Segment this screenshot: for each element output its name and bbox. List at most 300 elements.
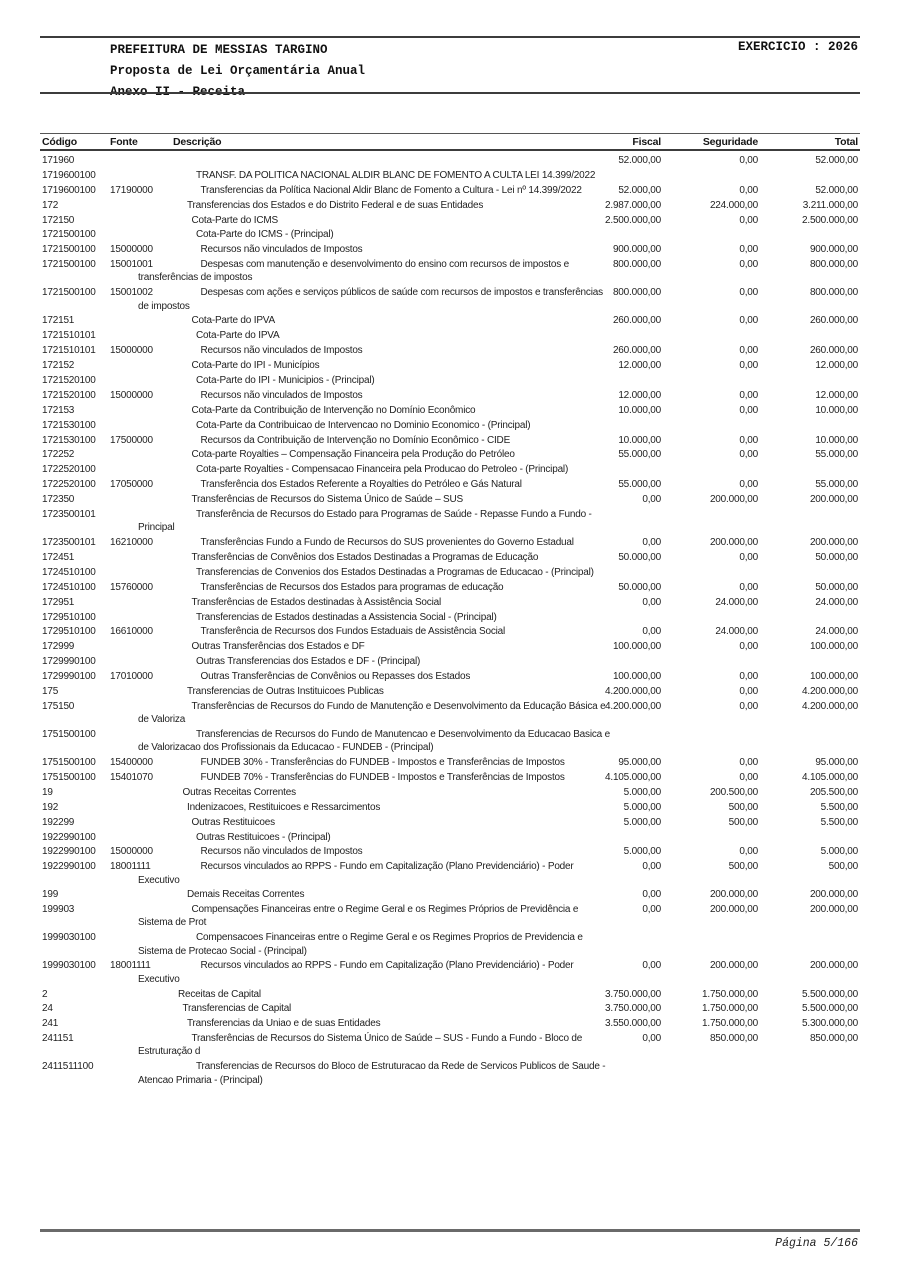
cell-total: 12.000,00 <box>815 360 858 372</box>
cell-fiscal: 52.000,00 <box>618 155 661 166</box>
cell-codigo: 1922990100 <box>42 831 96 843</box>
cell-descricao: FUNDEB 30% - Transferências do FUNDEB - Impostos e Transferências de Impostos <box>200 757 565 769</box>
cell-seguridade: 1.750.000,00 <box>702 1018 758 1030</box>
cell-fonte: 15760000 <box>110 581 153 593</box>
cell-fiscal: 50.000,00 <box>618 551 661 563</box>
cell-seguridade: 0,00 <box>739 184 758 196</box>
cell-total: 10.000,00 <box>815 404 858 416</box>
cell-codigo: 172999 <box>42 641 75 653</box>
cell-fiscal: 0,00 <box>642 537 661 549</box>
table-row <box>0 831 900 844</box>
cell-fonte: 15400000 <box>110 757 153 769</box>
cell-descricao: Recursos da Contribuição de Intervenção no Domínio Econômico - CIDE <box>200 434 511 446</box>
cell-total: 200.000,00 <box>809 537 858 549</box>
cell-seguridade: 500,00 <box>728 816 758 828</box>
cell-total: 5.500,00 <box>820 801 858 813</box>
cell-codigo: 1999030100 <box>42 932 96 944</box>
header-bottom-rule <box>40 92 860 94</box>
cell-fonte: 16210000 <box>110 537 153 549</box>
cell-descricao: Recursos vinculados ao RPPS - Fundo em Capitalização (Plano Previdenciário) - Poder Executivo <box>138 861 574 886</box>
cell-fiscal: 12.000,00 <box>618 360 661 372</box>
cell-descricao: Cota-Parte da Contribuição de Intervenção no Domínio Econômico <box>191 404 476 416</box>
cell-seguridade: 0,00 <box>739 404 758 416</box>
table-row <box>0 801 900 814</box>
cell-fiscal: 55.000,00 <box>618 479 661 491</box>
table-row <box>0 536 900 549</box>
cell-codigo: 2411511100 <box>42 1061 94 1073</box>
cell-seguridade: 0,00 <box>739 685 758 697</box>
cell-fonte: 18001111 <box>110 960 151 972</box>
cell-codigo: 1723500101 <box>42 537 96 549</box>
cell-total: 55.000,00 <box>815 479 858 491</box>
cell-codigo: 1719600100 <box>42 184 96 196</box>
cell-codigo: 1722520100 <box>42 464 96 476</box>
table-row <box>0 199 900 212</box>
cell-fonte: 18001111 <box>110 861 151 873</box>
cell-total: 5.500.000,00 <box>802 988 858 1000</box>
cell-fonte: 15000000 <box>110 345 153 357</box>
cell-descricao: Transferencias de Convenios dos Estados Destinadas a Programas de Educacao - (Principal) <box>196 566 594 578</box>
cell-total: 4.105.000,00 <box>802 771 858 783</box>
cell-fiscal: 800.000,00 <box>612 259 661 271</box>
cell-descricao: Outras Transferências de Convênios ou Repasses dos Estados <box>200 671 471 683</box>
table-row <box>0 169 900 182</box>
cell-codigo: 19 <box>42 786 53 798</box>
cell-descricao: Cota-Parte do IPI - Municipios - (Principal) <box>196 374 375 386</box>
table-row <box>0 448 900 461</box>
cell-total: 200.000,00 <box>809 904 858 916</box>
cell-descricao: Transferências Fundo a Fundo de Recursos do SUS provenientes do Governo Estadual <box>200 537 574 549</box>
cell-fiscal: 95.000,00 <box>618 757 661 769</box>
cell-codigo: 172350 <box>42 494 75 506</box>
cell-total: 50.000,00 <box>815 581 858 593</box>
cell-codigo: 1922990100 <box>42 861 96 873</box>
cell-seguridade: 0,00 <box>739 449 758 461</box>
cell-seguridade: 850.000,00 <box>709 1033 758 1045</box>
cell-total: 5.000,00 <box>820 846 858 858</box>
document-subtitle: Proposta de Lei Orçamentária Anual <box>110 64 366 78</box>
cell-fiscal: 800.000,00 <box>612 287 661 299</box>
cell-descricao: Transferencias da Uniao e de suas Entidades <box>187 1018 381 1030</box>
cell-codigo: 1751500100 <box>42 771 96 783</box>
cell-descricao: Transferencias dos Estados e do Distrito Federal e de suas Entidades <box>187 199 484 211</box>
cell-codigo: 1721530100 <box>42 434 96 446</box>
cell-total: 2.500.000,00 <box>802 214 858 226</box>
cell-seguridade: 0,00 <box>739 434 758 446</box>
cell-codigo: 1721500100 <box>42 244 96 256</box>
cell-fiscal: 10.000,00 <box>618 434 661 446</box>
table-row <box>0 888 900 901</box>
cell-codigo: 172153 <box>42 404 75 416</box>
cell-fiscal: 3.750.000,00 <box>605 1003 661 1015</box>
cell-codigo: 1724510100 <box>42 581 96 593</box>
table-row <box>0 860 900 886</box>
cell-codigo: 1999030100 <box>42 960 96 972</box>
table-row <box>0 154 900 167</box>
cell-codigo: 1729990100 <box>42 656 96 668</box>
cell-fiscal: 0,00 <box>642 960 661 972</box>
footer-rule <box>40 1229 860 1232</box>
cell-fiscal: 100.000,00 <box>612 641 661 653</box>
cell-descricao: Recursos não vinculados de Impostos <box>200 244 363 256</box>
column-header-total: Total <box>834 136 858 148</box>
cell-total: 260.000,00 <box>809 345 858 357</box>
cell-seguridade: 0,00 <box>739 360 758 372</box>
table-row <box>0 258 900 284</box>
cell-descricao: Outras Receitas Correntes <box>182 786 296 798</box>
cell-codigo: 241 <box>42 1018 59 1030</box>
cell-descricao: Recursos não vinculados de Impostos <box>200 846 363 858</box>
cell-descricao: Indenizacoes, Restituicoes e Ressarcimentos <box>187 801 381 813</box>
cell-descricao: Cota-Parte do IPVA <box>191 315 275 327</box>
cell-descricao: Transferencias da Política Nacional Aldir Blanc de Fomento a Cultura - Lei nº 14.399/2022 <box>200 184 582 196</box>
cell-descricao: Despesas com ações e serviços públicos de saúde com recursos de impostos e transferências de impostos <box>138 287 603 312</box>
cell-fonte: 17500000 <box>110 434 153 446</box>
column-header-fonte: Fonte <box>110 136 138 148</box>
table-row <box>0 374 900 387</box>
cell-seguridade: 200.000,00 <box>709 960 758 972</box>
cell-descricao: Transferências de Convênios dos Estados Destinadas a Programas de Educação <box>191 551 539 563</box>
cell-descricao: Recursos não vinculados de Impostos <box>200 345 363 357</box>
table-row <box>0 329 900 342</box>
cell-descricao: Outras Restituicoes <box>191 816 275 828</box>
cell-total: 24.000,00 <box>815 596 858 608</box>
cell-codigo: 1729510100 <box>42 626 96 638</box>
cell-total: 5.500,00 <box>820 816 858 828</box>
cell-codigo: 199 <box>42 889 59 901</box>
cell-codigo: 1729990100 <box>42 671 96 683</box>
cell-codigo: 175150 <box>42 700 75 712</box>
cell-fiscal: 50.000,00 <box>618 581 661 593</box>
cell-total: 205.500,00 <box>809 786 858 798</box>
cell-seguridade: 500,00 <box>728 861 758 873</box>
cell-fiscal: 5.000,00 <box>623 816 661 828</box>
cell-seguridade: 0,00 <box>739 244 758 256</box>
cell-codigo: 1724510100 <box>42 566 96 578</box>
table-row <box>0 685 900 698</box>
cell-seguridade: 0,00 <box>739 757 758 769</box>
cell-codigo: 192 <box>42 801 59 813</box>
cell-descricao: FUNDEB 70% - Transferências do FUNDEB - Impostos e Transferências de Impostos <box>200 771 565 783</box>
table-row <box>0 184 900 197</box>
cell-codigo: 172252 <box>42 449 75 461</box>
table-row <box>0 845 900 858</box>
cell-seguridade: 0,00 <box>739 641 758 653</box>
cell-fiscal: 12.000,00 <box>618 389 661 401</box>
exercise-label: EXERCICIO : 2026 <box>737 40 858 54</box>
cell-descricao: Despesas com manutenção e desenvolvimento do ensino com recursos de impostos e transferências de impostos <box>138 259 569 284</box>
table-row <box>0 478 900 491</box>
cell-descricao: Transferências de Recursos dos Estados para programas de educação <box>200 581 504 593</box>
table-body <box>0 154 900 1088</box>
cell-descricao: Transferências de Estados destinadas à Assistência Social <box>191 596 441 608</box>
cell-codigo: 1721510101 <box>42 330 96 342</box>
page-number: Página 5/166 <box>775 1237 858 1250</box>
cell-seguridade: 0,00 <box>739 155 758 166</box>
cell-seguridade: 0,00 <box>739 581 758 593</box>
table-row <box>0 988 900 1001</box>
cell-descricao: Cota-Parte do IPVA <box>196 330 280 342</box>
table-header-bottom-rule <box>40 149 860 151</box>
cell-codigo: 1721530100 <box>42 419 96 431</box>
cell-fiscal: 0,00 <box>642 596 661 608</box>
cell-fiscal: 5.000,00 <box>623 801 661 813</box>
table-row <box>0 625 900 638</box>
cell-seguridade: 200.000,00 <box>709 494 758 506</box>
cell-descricao: Outras Transferencias dos Estados e DF - (Principal) <box>196 656 421 668</box>
cell-fonte: 17190000 <box>110 184 153 196</box>
cell-descricao: Transferência de Recursos do Estado para Programas de Saúde - Repasse Fundo a Fundo - Principal <box>138 508 592 534</box>
cell-fiscal: 5.000,00 <box>623 846 661 858</box>
table-row <box>0 771 900 784</box>
cell-total: 900.000,00 <box>809 244 858 256</box>
table-row <box>0 756 900 769</box>
table-row <box>0 816 900 829</box>
cell-fiscal: 5.000,00 <box>623 786 661 798</box>
cell-fiscal: 0,00 <box>642 1033 661 1045</box>
cell-descricao: Transferencias de Outras Instituicoes Publicas <box>187 685 384 697</box>
table-row <box>0 286 900 312</box>
cell-fiscal: 4.200.000,00 <box>605 700 661 712</box>
cell-fiscal: 100.000,00 <box>612 671 661 683</box>
cell-codigo: 241151 <box>42 1033 74 1045</box>
cell-seguridade: 200.000,00 <box>709 889 758 901</box>
table-row <box>0 640 900 653</box>
cell-fonte: 17010000 <box>110 671 153 683</box>
cell-fonte: 15000000 <box>110 846 153 858</box>
column-header-fiscal: Fiscal <box>632 136 661 148</box>
table-row <box>0 596 900 609</box>
cell-total: 200.000,00 <box>809 960 858 972</box>
cell-total: 800.000,00 <box>809 259 858 271</box>
cell-codigo: 172451 <box>42 551 75 563</box>
cell-descricao: Cota-parte Royalties – Compensação Financeira pela Produção do Petróleo <box>191 449 515 461</box>
column-header-descricao: Descrição <box>173 136 222 148</box>
cell-total: 200.000,00 <box>809 889 858 901</box>
cell-seguridade: 1.750.000,00 <box>702 988 758 1000</box>
cell-fiscal: 0,00 <box>642 861 661 873</box>
cell-seguridade: 200.500,00 <box>709 786 758 798</box>
cell-descricao: Compensações Financeiras entre o Regime Geral e os Regimes Próprios de Previdência e Sistema de Prot <box>138 904 579 929</box>
cell-fiscal: 260.000,00 <box>612 345 661 357</box>
column-header-seguridade: Seguridade <box>702 136 758 148</box>
cell-fonte: 15000000 <box>110 244 153 256</box>
cell-descricao: Transferencias de Estados destinadas a Assistencia Social - (Principal) <box>196 611 497 623</box>
table-row <box>0 959 900 985</box>
table-row <box>0 404 900 417</box>
cell-codigo: 172152 <box>42 360 75 372</box>
cell-descricao: Compensacoes Financeiras entre o Regime Geral e os Regimes Proprios de Previdencia e Sistema de Protecao Social - (Principal) <box>138 932 583 957</box>
cell-seguridade: 0,00 <box>739 345 758 357</box>
cell-fiscal: 4.105.000,00 <box>605 771 661 783</box>
cell-total: 52.000,00 <box>815 184 858 196</box>
cell-seguridade: 0,00 <box>739 479 758 491</box>
cell-total: 200.000,00 <box>809 494 858 506</box>
cell-fonte: 15001002 <box>110 287 153 299</box>
cell-seguridade: 24.000,00 <box>715 596 758 608</box>
cell-descricao: Cota-Parte do ICMS <box>191 214 278 226</box>
cell-total: 100.000,00 <box>809 671 858 683</box>
cell-codigo: 1721500100 <box>42 259 96 271</box>
cell-descricao: Transferencias de Capital <box>182 1003 292 1015</box>
cell-descricao: Cota-Parte da Contribuicao de Intervencao no Dominio Economico - (Principal) <box>196 419 531 431</box>
cell-fiscal: 0,00 <box>642 494 661 506</box>
cell-seguridade: 0,00 <box>739 214 758 226</box>
cell-seguridade: 24.000,00 <box>715 626 758 638</box>
table-row <box>0 611 900 624</box>
table-row <box>0 728 900 754</box>
cell-total: 3.211.000,00 <box>802 199 858 211</box>
table-row <box>0 903 900 929</box>
cell-fonte: 16610000 <box>110 626 153 638</box>
cell-fiscal: 55.000,00 <box>618 449 661 461</box>
cell-seguridade: 200.000,00 <box>709 904 758 916</box>
cell-codigo: 1751500100 <box>42 757 96 769</box>
cell-fiscal: 2.500.000,00 <box>605 214 661 226</box>
cell-codigo: 199903 <box>42 904 75 916</box>
cell-descricao: Receitas de Capital <box>178 988 261 1000</box>
table-row <box>0 344 900 357</box>
cell-total: 5.500.000,00 <box>802 1003 858 1015</box>
cell-fiscal: 0,00 <box>642 904 661 916</box>
table-row <box>0 314 900 327</box>
cell-seguridade: 0,00 <box>739 671 758 683</box>
table-row <box>0 700 900 726</box>
cell-descricao: Cota-parte Royalties - Compensacao Financeira pela Producao do Petroleo - (Principal) <box>196 464 569 476</box>
cell-total: 10.000,00 <box>815 434 858 446</box>
cell-seguridade: 0,00 <box>739 259 758 271</box>
cell-seguridade: 0,00 <box>739 389 758 401</box>
cell-seguridade: 0,00 <box>739 551 758 563</box>
cell-fiscal: 260.000,00 <box>612 315 661 327</box>
cell-seguridade: 200.000,00 <box>709 537 758 549</box>
cell-total: 260.000,00 <box>809 315 858 327</box>
cell-descricao: Transferências de Recursos do Fundo de Manutenção e Desenvolvimento da Educação Básica e de Valoriza <box>138 700 606 726</box>
cell-seguridade: 0,00 <box>739 846 758 858</box>
cell-codigo: 1721520100 <box>42 374 96 386</box>
cell-seguridade: 0,00 <box>739 315 758 327</box>
cell-descricao: Transferências de Recursos do Sistema Único de Saúde – SUS - Fundo a Fundo - Bloco de Estruturação d <box>138 1033 583 1058</box>
cell-descricao: Cota-Parte do IPI - Municípios <box>191 360 320 372</box>
cell-codigo: 172150 <box>42 214 75 226</box>
table-row <box>0 1060 900 1086</box>
cell-total: 800.000,00 <box>809 287 858 299</box>
cell-fiscal: 4.200.000,00 <box>605 685 661 697</box>
cell-total: 50.000,00 <box>815 551 858 563</box>
cell-codigo: 1723500101 <box>42 508 96 520</box>
table-row <box>0 463 900 476</box>
table-header-row <box>0 136 900 150</box>
cell-descricao: TRANSF. DA POLITICA NACIONAL ALDIR BLANC DE FOMENTO A CULTA LEI 14.399/2022 <box>196 169 596 181</box>
cell-codigo: 172951 <box>42 596 75 608</box>
cell-codigo: 2 <box>42 988 48 1000</box>
table-row <box>0 359 900 372</box>
cell-codigo: 1719600100 <box>42 169 96 181</box>
table-row <box>0 389 900 402</box>
cell-codigo: 171960 <box>42 155 75 166</box>
cell-descricao: Transferências de Recursos do Sistema Único de Saúde – SUS <box>191 494 464 506</box>
cell-codigo: 1721520100 <box>42 389 96 401</box>
cell-fonte: 17050000 <box>110 479 153 491</box>
cell-codigo: 1922990100 <box>42 846 96 858</box>
cell-seguridade: 1.750.000,00 <box>702 1003 758 1015</box>
table-row <box>0 493 900 506</box>
cell-fonte: 15000000 <box>110 389 153 401</box>
cell-codigo: 172151 <box>42 315 75 327</box>
top-rule <box>40 36 860 38</box>
cell-descricao: Transferencias de Recursos do Fundo de Manutencao e Desenvolvimento da Educacao Basica e de Valorizacao dos Profissionais da Educacao - FUNDEB - (Principal) <box>138 728 610 754</box>
cell-total: 24.000,00 <box>815 626 858 638</box>
cell-descricao: Outras Restituicoes - (Principal) <box>196 831 331 843</box>
table-row <box>0 581 900 594</box>
cell-seguridade: 0,00 <box>739 700 758 712</box>
table-row <box>0 508 900 534</box>
table-row <box>0 655 900 668</box>
cell-seguridade: 500,00 <box>728 801 758 813</box>
cell-fiscal: 52.000,00 <box>618 184 661 196</box>
cell-total: 5.300.000,00 <box>802 1018 858 1030</box>
cell-total: 52.000,00 <box>815 155 858 166</box>
cell-seguridade: 224.000,00 <box>709 199 758 211</box>
cell-fiscal: 10.000,00 <box>618 404 661 416</box>
cell-fiscal: 3.550.000,00 <box>605 1018 661 1030</box>
cell-codigo: 1721510101 <box>42 345 96 357</box>
cell-descricao: Transferência dos Estados Referente a Royalties do Petróleo e Gás Natural <box>200 479 522 491</box>
cell-fiscal: 2.987.000,00 <box>605 199 661 211</box>
cell-seguridade: 0,00 <box>739 771 758 783</box>
cell-codigo: 1729510100 <box>42 611 96 623</box>
table-row <box>0 228 900 241</box>
table-row <box>0 1002 900 1015</box>
column-header-codigo: Código <box>42 136 77 148</box>
entity-title: PREFEITURA DE MESSIAS TARGINO <box>110 43 328 57</box>
table-row <box>0 1017 900 1030</box>
cell-codigo: 1721500100 <box>42 287 96 299</box>
cell-fiscal: 0,00 <box>642 889 661 901</box>
cell-seguridade: 0,00 <box>739 287 758 299</box>
cell-total: 55.000,00 <box>815 449 858 461</box>
cell-total: 95.000,00 <box>815 757 858 769</box>
cell-descricao: Demais Receitas Correntes <box>187 889 305 901</box>
table-row <box>0 434 900 447</box>
cell-descricao: Recursos não vinculados de Impostos <box>200 389 363 401</box>
table-row <box>0 243 900 256</box>
cell-descricao: Outras Transferências dos Estados e DF <box>191 641 365 653</box>
cell-codigo: 172 <box>42 199 59 211</box>
cell-fiscal: 3.750.000,00 <box>605 988 661 1000</box>
cell-total: 4.200.000,00 <box>802 700 858 712</box>
cell-total: 850.000,00 <box>809 1033 858 1045</box>
cell-codigo: 175 <box>42 685 59 697</box>
cell-fiscal: 0,00 <box>642 626 661 638</box>
cell-codigo: 192299 <box>42 816 75 828</box>
cell-codigo: 24 <box>42 1003 53 1015</box>
table-row <box>0 931 900 957</box>
cell-fiscal: 900.000,00 <box>612 244 661 256</box>
cell-codigo: 1721500100 <box>42 229 96 241</box>
table-row <box>0 670 900 683</box>
table-row <box>0 214 900 227</box>
cell-descricao: Transferência de Recursos dos Fundos Estaduais de Assistência Social <box>200 626 506 638</box>
cell-total: 500,00 <box>828 861 858 873</box>
table-row <box>0 419 900 432</box>
table-row <box>0 551 900 564</box>
cell-codigo: 1722520100 <box>42 479 96 491</box>
cell-total: 12.000,00 <box>815 389 858 401</box>
table-row <box>0 566 900 579</box>
cell-fonte: 15001001 <box>110 259 153 271</box>
table-header-top-rule <box>40 133 860 134</box>
